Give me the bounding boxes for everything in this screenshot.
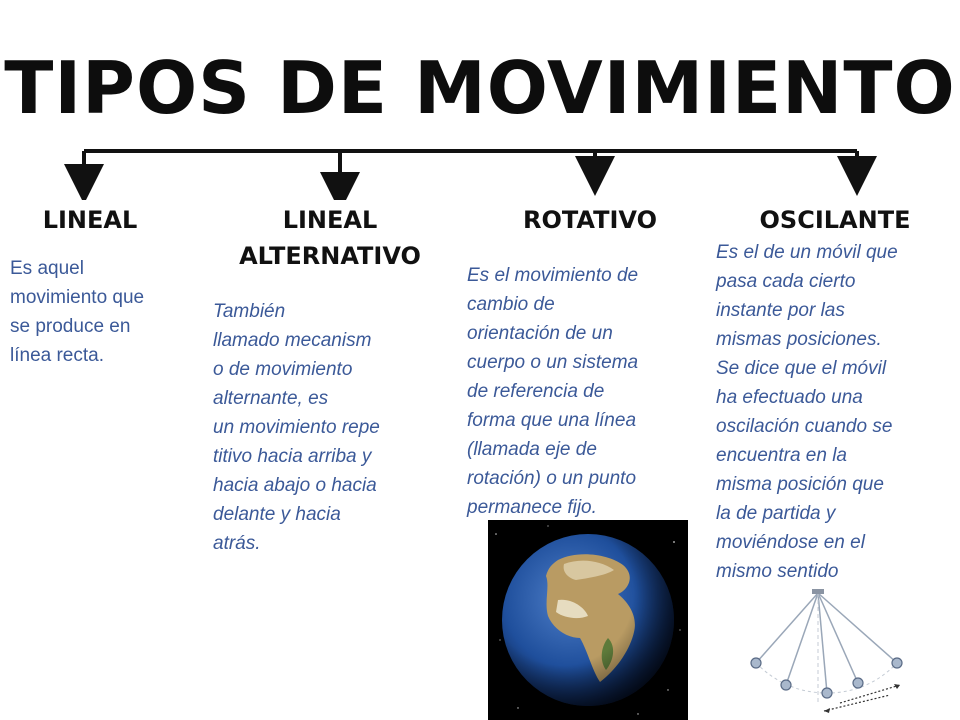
category-lineal: LINEAL (42, 206, 138, 234)
pendulum-diagram (740, 585, 930, 720)
page-title: TIPOS DE MOVIMIENTO (4, 46, 956, 130)
earth-globe-image (488, 520, 688, 720)
description-lineal: Es aquel movimiento que se produce en línea recta. (10, 258, 145, 366)
description-oscilante: Es el de un móvil que pasa cada cierto instante por las mismas posiciones. Se dice que el móvil ha efectuado una oscilación cuando se encuentra en la misma posición que la de partida y moviéndose en el mismo sentido (716, 242, 898, 582)
description-rotativo: Es el movimiento de cambio de orientación de un cuerpo o un sistema de referencia de forma que una línea (llamada eje de rotación) o un punto permanece fijo. (467, 265, 639, 518)
category-rotativo: ROTATIVO (523, 206, 657, 234)
description-lineal-alternativo: También llamado mecanism o de movimiento alternante, es un movimiento repe titivo hacia arriba y hacia abajo o hacia delante y hacia atrás. (213, 301, 380, 554)
connector-bracket (0, 0, 960, 200)
category-lineal-alternativo: LINEAL ALTERNATIVO (239, 206, 421, 270)
category-oscilante: OSCILANTE (759, 206, 911, 234)
